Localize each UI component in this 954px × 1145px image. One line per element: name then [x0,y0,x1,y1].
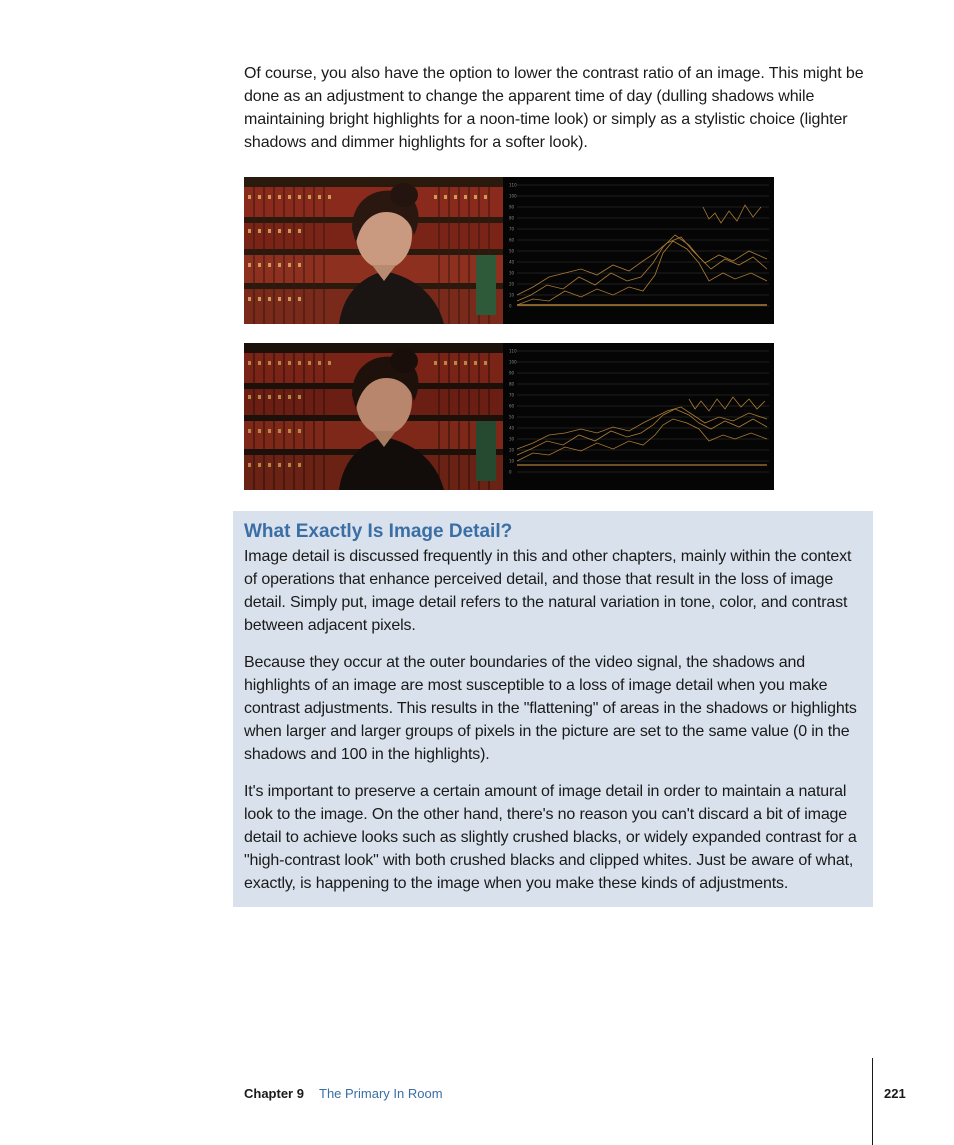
waveform-monitor [503,343,774,490]
scope-tick: 70 [509,392,515,398]
scope-tick: 110 [509,182,517,188]
scope-tick: 60 [509,237,515,243]
scope-tick: 50 [509,414,515,420]
sidebar-paragraph: It's important to preserve a certain amount of image detail in order to maintain a natural look to the image. On the other hand, there's no reason you can't discard a bit of image detail to achieve looks such as slightly crushed blacks, or widely expanded contrast for a "high-contrast look" with both crushed blacks and clipped whites. Just be aware of what, exactly, is happening to the image when you make these kinds of adjustments. [244,783,857,892]
woman-library-photo [244,343,503,490]
footer-chapter-title: The Primary In Room [319,1086,443,1101]
intro-paragraph: Of course, you also have the option to lower the contrast ratio of an image. This might be done as an adjustment to change the apparent time of day (dulling shadows while maintaining bright highlights for a noon-time look) or simply as a stylistic choice (lighter shadows and dimmer highlights for a softer look). [244,65,864,151]
figure-after [244,343,774,490]
scope-tick: 10 [509,458,515,464]
scope-tick: 40 [509,259,515,265]
scope-tick: 100 [509,359,517,365]
scope-tick: 70 [509,226,515,232]
scope-tick: 0 [509,469,512,475]
sidebar-paragraph: Because they occur at the outer boundaries of the video signal, the shadows and highlights of an image are most susceptible to a loss of image detail when you make contrast adjustments. This results in the "flattening" of areas in the shadows or highlights when larger and larger groups of pixels in the picture are set to the same value (0 in the shadows and 100 in the highlights). [244,654,857,763]
scope-tick: 110 [509,348,517,354]
scope-tick: 20 [509,281,515,287]
footer-divider [872,1058,873,1145]
figure-before [244,177,774,324]
sidebar-title: What Exactly Is Image Detail? [244,521,513,542]
scope-tick: 80 [509,215,515,221]
scope-tick: 30 [509,436,515,442]
scope-tick: 30 [509,270,515,276]
scope-tick: 60 [509,403,515,409]
waveform-monitor [503,177,774,324]
page-number: 221 [884,1086,906,1101]
scope-tick: 20 [509,447,515,453]
scope-tick: 10 [509,292,515,298]
scope-tick: 50 [509,248,515,254]
sidebar-paragraph: Image detail is discussed frequently in this and other chapters, mainly within the context of operations that enhance perceived detail, and those that result in the loss of image detail. Simply put, image detail refers to the natural variation in tone, color, and contrast between adjacent pixels. [244,548,852,634]
scope-tick: 90 [509,204,515,210]
scope-tick: 0 [509,303,512,309]
footer-chapter-label: Chapter 9 [244,1086,304,1101]
woman-library-photo [244,177,503,324]
scope-tick: 100 [509,193,517,199]
scope-tick: 80 [509,381,515,387]
scope-tick: 90 [509,370,515,376]
scope-tick: 40 [509,425,515,431]
image-detail-sidebar [233,511,873,907]
